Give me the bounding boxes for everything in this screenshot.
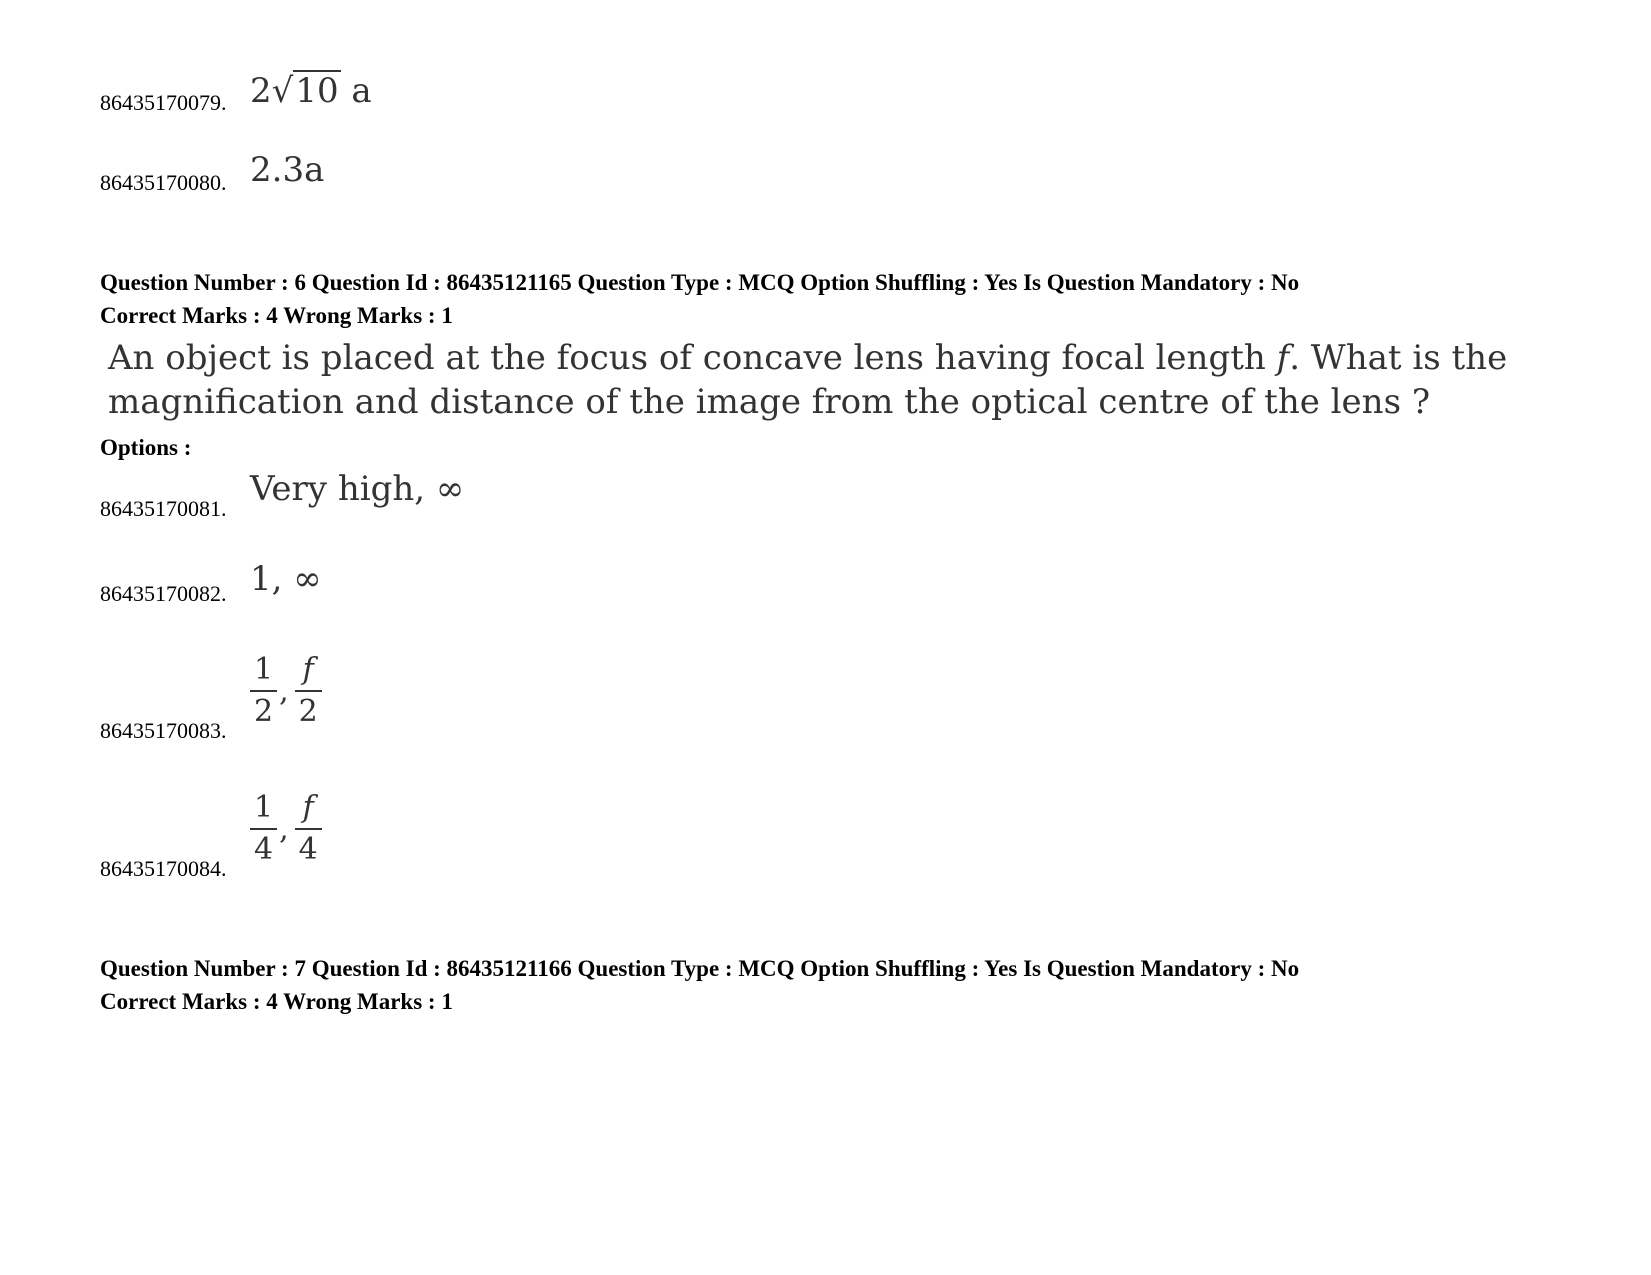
- square-root: [271, 70, 341, 111]
- question-text-line-2: magnification and distance of the image from the optical centre of the lens ?: [108, 382, 1431, 422]
- option-id: 86435170081.: [100, 496, 227, 521]
- question-text-line-1: [108, 336, 1508, 380]
- option-value: 1, ∞: [250, 559, 322, 599]
- fraction: $\frac{1}{2}$: [250, 655, 277, 727]
- option-id: 86435170082.: [100, 581, 227, 606]
- question-text-part: An object is placed at the focus of concave lens having focal length f. What is the: [108, 338, 1508, 378]
- option-id: 86435170083.: [100, 718, 227, 743]
- radical-sign: √: [271, 71, 294, 111]
- option-unit: a: [351, 71, 372, 111]
- radicand: 10: [295, 71, 339, 111]
- option-value: [250, 652, 322, 729]
- question-meta: Question Number : 6 Question Id : 86435121165 Question Type : MCQ Option Shuffling : Yes Is Question Mandatory : No: [100, 270, 1300, 295]
- fraction: $\frac{1}{4}$: [250, 793, 277, 865]
- option-id: 86435170084.: [100, 856, 227, 881]
- option-coefficient: 2: [250, 71, 272, 111]
- options-label: Options :: [100, 435, 192, 460]
- question-text: [108, 336, 1508, 424]
- variable-f: f: [1276, 338, 1290, 378]
- question-marks: Correct Marks : 4 Wrong Marks : 1: [100, 989, 453, 1014]
- option-id: 86435170080.: [100, 170, 227, 195]
- separator: ,: [279, 811, 289, 847]
- fraction: $\frac{f}{4}$: [295, 793, 322, 865]
- fraction: $\frac{f}{2}$: [295, 655, 322, 727]
- option-value: 2.3a: [250, 150, 325, 190]
- option-id: 86435170079.: [100, 90, 227, 115]
- question-marks: Correct Marks : 4 Wrong Marks : 1: [100, 303, 453, 328]
- option-value: [250, 70, 372, 111]
- option-value: [250, 790, 322, 867]
- option-value: Very high, ∞: [250, 469, 465, 509]
- separator: ,: [279, 673, 289, 709]
- question-meta: Question Number : 7 Question Id : 86435121166 Question Type : MCQ Option Shuffling : Yes Is Question Mandatory : No: [100, 956, 1300, 981]
